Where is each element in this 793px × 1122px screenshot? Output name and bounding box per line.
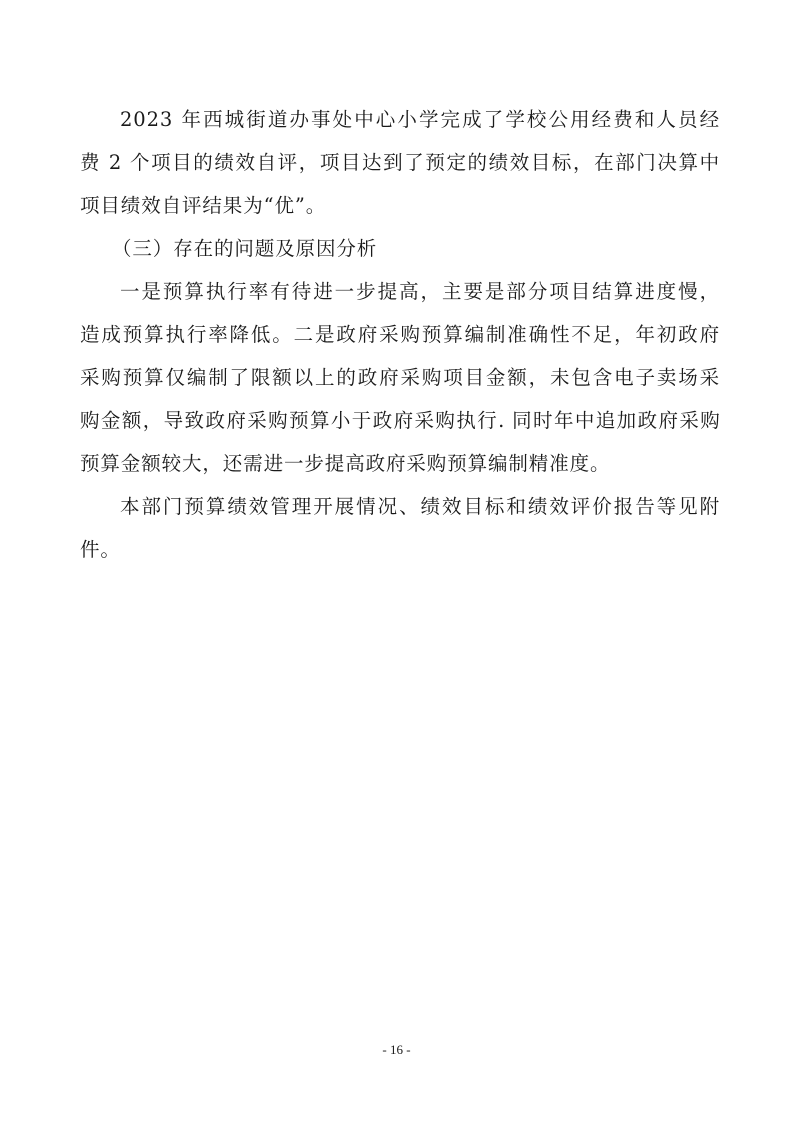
section-heading: （三）存在的问题及原因分析 xyxy=(112,237,378,260)
paragraph-2-line-5: 预算金额较大，还需进一步提高政府采购预算编制精准度。 xyxy=(80,452,611,475)
paragraph-2-line-2: 造成预算执行率降低。二是政府采购预算编制准确性不足，年初政府 xyxy=(80,323,720,346)
paragraph-1-line-3: 项目绩效自评结果为“优”。 xyxy=(80,194,327,217)
paragraph-3-line-2: 件。 xyxy=(80,538,121,561)
paragraph-1-line-2: 费 2 个项目的绩效自评，项目达到了预定的绩效目标，在部门决算中 xyxy=(80,151,720,174)
paragraph-1-line-1: 2023 年西城街道办事处中心小学完成了学校公用经费和人员经 xyxy=(120,108,720,131)
page-number: - 16 - xyxy=(382,1042,411,1057)
paragraph-2-line-4: 购金额，导致政府采购预算小于政府采购执行. 同时年中追加政府采购 xyxy=(80,409,720,432)
paragraph-2-line-1: 一是预算执行率有待进一步提高，主要是部分项目结算进度慢， xyxy=(120,280,720,303)
paragraph-2-line-3: 采购预算仅编制了限额以上的政府采购项目金额，未包含电子卖场采 xyxy=(80,366,720,389)
paragraph-3-line-1: 本部门预算绩效管理开展情况、绩效目标和绩效评价报告等见附 xyxy=(120,495,720,518)
